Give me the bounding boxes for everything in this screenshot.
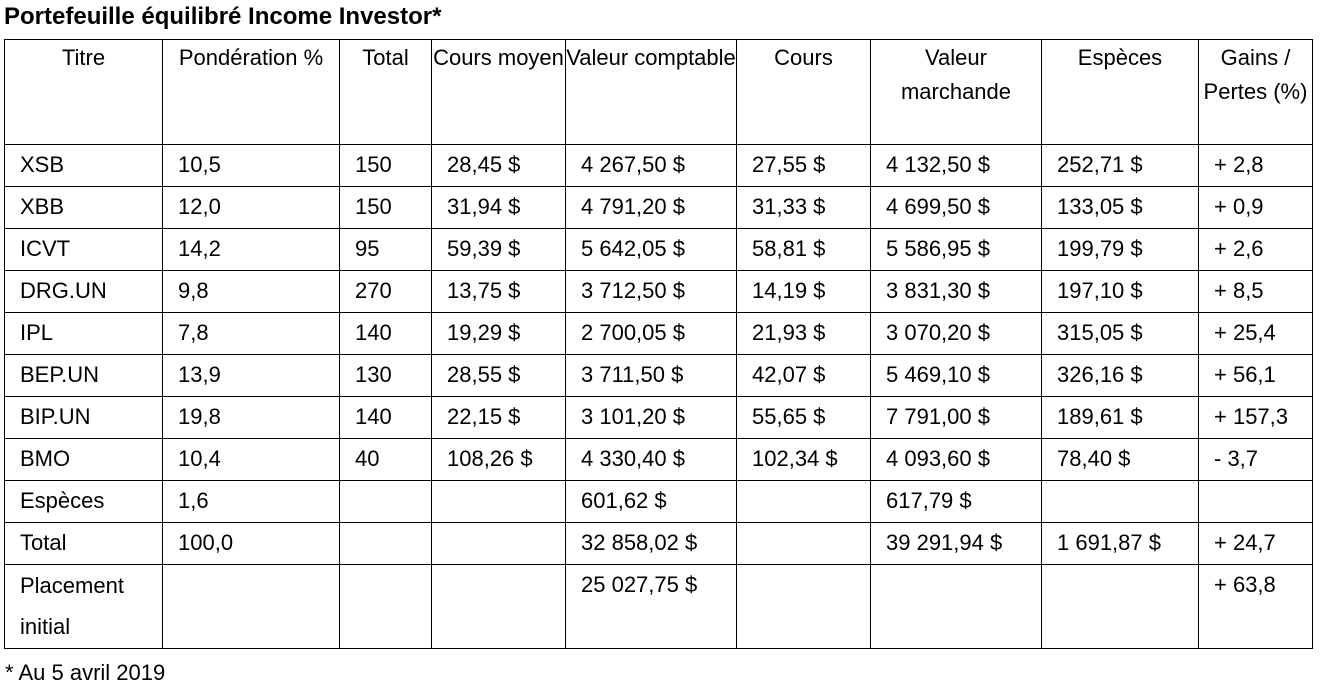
cell-cours-moyen: 28,45 $ — [432, 145, 566, 187]
cell-ponderation: 100,0 — [163, 523, 340, 565]
cell-cours: 14,19 $ — [737, 271, 871, 313]
cell-total: 130 — [340, 355, 432, 397]
cell-cours — [737, 481, 871, 523]
cell-especes: 197,10 $ — [1042, 271, 1199, 313]
cell-titre: XBB — [5, 187, 163, 229]
cell-total: 150 — [340, 145, 432, 187]
cell-titre: DRG.UN — [5, 271, 163, 313]
cell-valeur-marchande: 617,79 $ — [871, 481, 1042, 523]
cell-valeur-marchande — [871, 565, 1042, 649]
cell-ponderation: 1,6 — [163, 481, 340, 523]
col-header-valeur-comptable: Valeur comptable — [566, 40, 737, 145]
table-row — [5, 355, 1313, 397]
cell-valeur-marchande: 5 469,10 $ — [871, 355, 1042, 397]
cell-total — [340, 565, 432, 649]
cell-total: 40 — [340, 439, 432, 481]
cell-valeur-comptable: 2 700,05 $ — [566, 313, 737, 355]
cell-valeur-marchande: 5 586,95 $ — [871, 229, 1042, 271]
cell-ponderation: 10,5 — [163, 145, 340, 187]
cell-ponderation: 7,8 — [163, 313, 340, 355]
cell-cours-moyen: 19,29 $ — [432, 313, 566, 355]
cell-valeur-comptable: 3 712,50 $ — [566, 271, 737, 313]
cell-total — [340, 523, 432, 565]
cell-gains-pertes: + 56,1 — [1199, 355, 1313, 397]
cell-cours-moyen — [432, 523, 566, 565]
cell-titre: BEP.UN — [5, 355, 163, 397]
cell-valeur-comptable: 25 027,75 $ — [566, 565, 737, 649]
table-row — [5, 271, 1313, 313]
cell-especes: 252,71 $ — [1042, 145, 1199, 187]
col-header-titre: Titre — [5, 40, 163, 145]
cell-valeur-marchande: 39 291,94 $ — [871, 523, 1042, 565]
cell-cours: 27,55 $ — [737, 145, 871, 187]
cell-titre: IPL — [5, 313, 163, 355]
cell-valeur-comptable: 4 267,50 $ — [566, 145, 737, 187]
cell-total: 270 — [340, 271, 432, 313]
cell-especes: 189,61 $ — [1042, 397, 1199, 439]
cell-valeur-marchande: 4 699,50 $ — [871, 187, 1042, 229]
cell-gains-pertes: + 157,3 — [1199, 397, 1313, 439]
header-row — [5, 40, 1313, 145]
cell-gains-pertes: + 63,8 — [1199, 565, 1313, 649]
cell-especes: 326,16 $ — [1042, 355, 1199, 397]
cell-gains-pertes: + 8,5 — [1199, 271, 1313, 313]
col-header-cours: Cours — [737, 40, 871, 145]
cell-titre: BIP.UN — [5, 397, 163, 439]
cell-ponderation: 14,2 — [163, 229, 340, 271]
cell-cours: 58,81 $ — [737, 229, 871, 271]
cell-total: 140 — [340, 313, 432, 355]
table-row — [5, 481, 1313, 523]
cell-cours-moyen: 59,39 $ — [432, 229, 566, 271]
cell-valeur-marchande: 3 070,20 $ — [871, 313, 1042, 355]
table-row — [5, 145, 1313, 187]
cell-especes: 199,79 $ — [1042, 229, 1199, 271]
cell-cours-moyen: 22,15 $ — [432, 397, 566, 439]
cell-ponderation: 10,4 — [163, 439, 340, 481]
table-row — [5, 565, 1313, 649]
table-row — [5, 397, 1313, 439]
cell-total — [340, 481, 432, 523]
table-row — [5, 439, 1313, 481]
col-header-ponderation: Pondération % — [163, 40, 340, 145]
cell-ponderation: 12,0 — [163, 187, 340, 229]
table-row — [5, 229, 1313, 271]
cell-valeur-marchande: 7 791,00 $ — [871, 397, 1042, 439]
col-header-especes: Espèces — [1042, 40, 1199, 145]
cell-ponderation: 9,8 — [163, 271, 340, 313]
cell-cours: 102,34 $ — [737, 439, 871, 481]
cell-ponderation: 13,9 — [163, 355, 340, 397]
footnote: * Au 5 avril 2019 — [5, 660, 166, 685]
cell-valeur-marchande: 4 093,60 $ — [871, 439, 1042, 481]
cell-gains-pertes: - 3,7 — [1199, 439, 1313, 481]
cell-titre: Espèces — [5, 481, 163, 523]
cell-valeur-comptable: 3 711,50 $ — [566, 355, 737, 397]
cell-titre: BMO — [5, 439, 163, 481]
cell-total: 95 — [340, 229, 432, 271]
cell-gains-pertes: + 2,8 — [1199, 145, 1313, 187]
page-title: Portefeuille équilibré Income Investor* — [4, 3, 442, 30]
table-row — [5, 313, 1313, 355]
table-row — [5, 187, 1313, 229]
cell-cours — [737, 523, 871, 565]
cell-especes: 133,05 $ — [1042, 187, 1199, 229]
cell-ponderation: 19,8 — [163, 397, 340, 439]
col-header-total: Total — [340, 40, 432, 145]
cell-gains-pertes: + 0,9 — [1199, 187, 1313, 229]
cell-cours-moyen — [432, 565, 566, 649]
cell-cours-moyen: 108,26 $ — [432, 439, 566, 481]
cell-especes: 1 691,87 $ — [1042, 523, 1199, 565]
cell-ponderation — [163, 565, 340, 649]
cell-gains-pertes: + 2,6 — [1199, 229, 1313, 271]
cell-cours-moyen — [432, 481, 566, 523]
cell-cours: 31,33 $ — [737, 187, 871, 229]
cell-valeur-marchande: 3 831,30 $ — [871, 271, 1042, 313]
cell-especes — [1042, 565, 1199, 649]
cell-valeur-marchande: 4 132,50 $ — [871, 145, 1042, 187]
cell-cours-moyen: 28,55 $ — [432, 355, 566, 397]
cell-gains-pertes: + 24,7 — [1199, 523, 1313, 565]
cell-titre: XSB — [5, 145, 163, 187]
cell-valeur-comptable: 32 858,02 $ — [566, 523, 737, 565]
cell-valeur-comptable: 4 791,20 $ — [566, 187, 737, 229]
cell-titre: Total — [5, 523, 163, 565]
cell-cours-moyen: 13,75 $ — [432, 271, 566, 313]
cell-especes: 78,40 $ — [1042, 439, 1199, 481]
cell-cours: 42,07 $ — [737, 355, 871, 397]
cell-cours-moyen: 31,94 $ — [432, 187, 566, 229]
cell-especes — [1042, 481, 1199, 523]
cell-valeur-comptable: 3 101,20 $ — [566, 397, 737, 439]
col-header-gains-pertes: Gains / Pertes (%) — [1199, 40, 1313, 145]
cell-titre: Placement initial — [5, 565, 163, 649]
cell-total: 140 — [340, 397, 432, 439]
cell-titre: ICVT — [5, 229, 163, 271]
col-header-valeur-marchande: Valeur marchande — [871, 40, 1042, 145]
cell-cours: 55,65 $ — [737, 397, 871, 439]
cell-cours: 21,93 $ — [737, 313, 871, 355]
cell-gains-pertes — [1199, 481, 1313, 523]
cell-especes: 315,05 $ — [1042, 313, 1199, 355]
table-row — [5, 523, 1313, 565]
cell-total: 150 — [340, 187, 432, 229]
table-body — [5, 145, 1313, 649]
cell-valeur-comptable: 4 330,40 $ — [566, 439, 737, 481]
cell-valeur-comptable: 5 642,05 $ — [566, 229, 737, 271]
cell-gains-pertes: + 25,4 — [1199, 313, 1313, 355]
cell-cours — [737, 565, 871, 649]
col-header-cours-moyen: Cours moyen — [432, 40, 566, 145]
cell-valeur-comptable: 601,62 $ — [566, 481, 737, 523]
portfolio-table — [4, 39, 1313, 649]
